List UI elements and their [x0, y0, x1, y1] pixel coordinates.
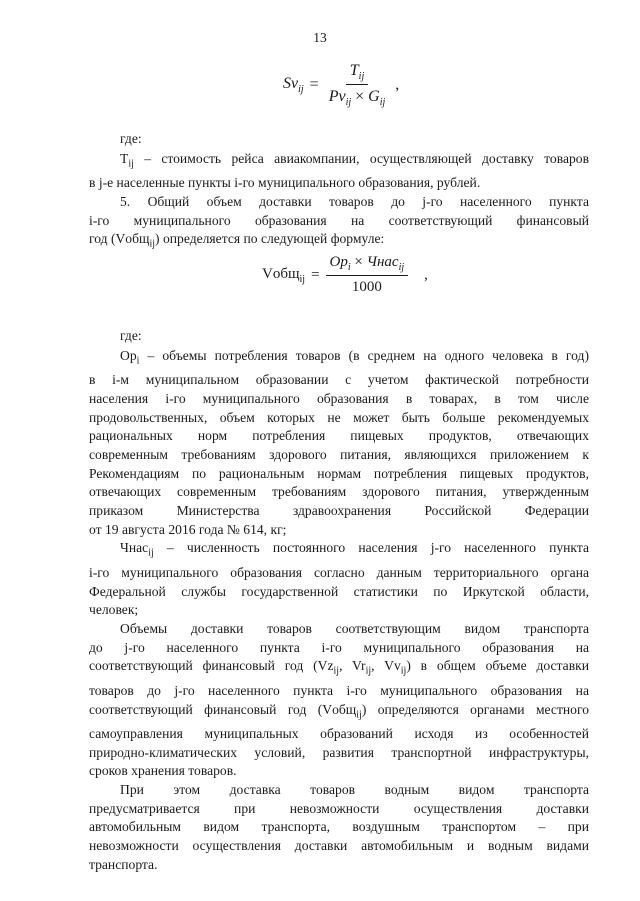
formula-vobsch-fraction — [326, 254, 409, 296]
formula-vobsch-denominator: 1000 — [351, 279, 382, 295]
formula-sv-denominator: $Pv_{ij} \times G_{ij}$ — [328, 88, 386, 109]
op-definition: $Op_i$ – объемы потребления товаров (в среднем на одного человека в год) в i-м муниципальном образовании с учетом фактической потребности населения i-го муниципального образования в товарах, в том числе продовольственных, объем которых не может быть больше рекомендуемых рациональных норм потребления пищевых продуктов, отвечающих современным требованиям здорового питания, являющихся приложением к Рекомендациям по рациональным нормам потребления пищевых продуктов, отвечающих современным требованиям здорового питания, утвержденным приказом Министерства здравоохранения Российской Федерации от 19 августа 2016 года № 614, кг; — [89, 347, 589, 537]
gde-label-1: где: — [120, 131, 142, 146]
formula-sv-lhs: $Sv_{ij}$ — [283, 75, 304, 96]
formula-sv-tail: , — [395, 76, 400, 94]
formula-vobsch-eq: = — [311, 266, 320, 283]
t-definition: $T_{ij}$ – стоимость рейса авиакомпании, осуществляющей доставку товаров в j-е населенные пункты i-го муниципального образования, рублей. — [89, 150, 589, 191]
page-number: 13 — [313, 30, 327, 45]
chnas-definition: Чнас$_{ij}$ – численность постоянного населения j-го населенного пункта i-го муниципального образования согласно данным территориального органа Федеральной службы государственной статистики по Иркутской области, человек; — [89, 540, 589, 618]
formula-vobsch-tail: , — [424, 266, 428, 283]
formula-sv-fraction — [325, 62, 390, 108]
formula-sv — [283, 62, 399, 108]
formula-sv-numerator: $T_{ij}$ — [346, 62, 368, 85]
delivery-volumes-paragraph: Объемы доставки товаров соответствующим видом транспорта до j-го населенного пункта i-го муниципального образования на соответствующий финансовый год ($Vz_{ij}$, $Vr_{ij}$, $Vv_{ij}$) в общем объеме доставки товаров до j-го населенного пункта i-го муниципального образования на соответствующий финансовый год (Vобщ$_{ij}$) определяются органами местного самоуправления муниципальных образований исходя из особенностей природно-климатических условий, развития транспортной инфраструктуры, сроков хранения товаров. — [89, 620, 589, 779]
formula-vobsch-numerator: $Op_i$ × Чнас$_{ij}$ — [326, 254, 409, 276]
formula-sv-eq: = — [309, 76, 319, 94]
formula-vobsch-lhs: Vобщ$_{ij}$ — [262, 265, 306, 285]
block-definitions-1 — [89, 130, 589, 255]
paragraph-5: 5. Общий объем доставки товаров до j-го населенного пункта i-го муниципального образования на соответствующий финансовый год (Vобщ$_{ij}$) определяется по следующей формуле: — [89, 193, 589, 250]
formula-vobsch — [262, 254, 428, 296]
water-transport-paragraph: При этом доставка товаров водным видом транспорта предусматривается при невозможности осуществления доставки автомобильным видом транспорта, воздушным транспортом – при невозможности осуществления доставки автомобильным и водным видами транспорта. — [89, 782, 589, 872]
gde-label-2: где: — [120, 328, 142, 343]
block-definitions-2 — [89, 327, 589, 875]
